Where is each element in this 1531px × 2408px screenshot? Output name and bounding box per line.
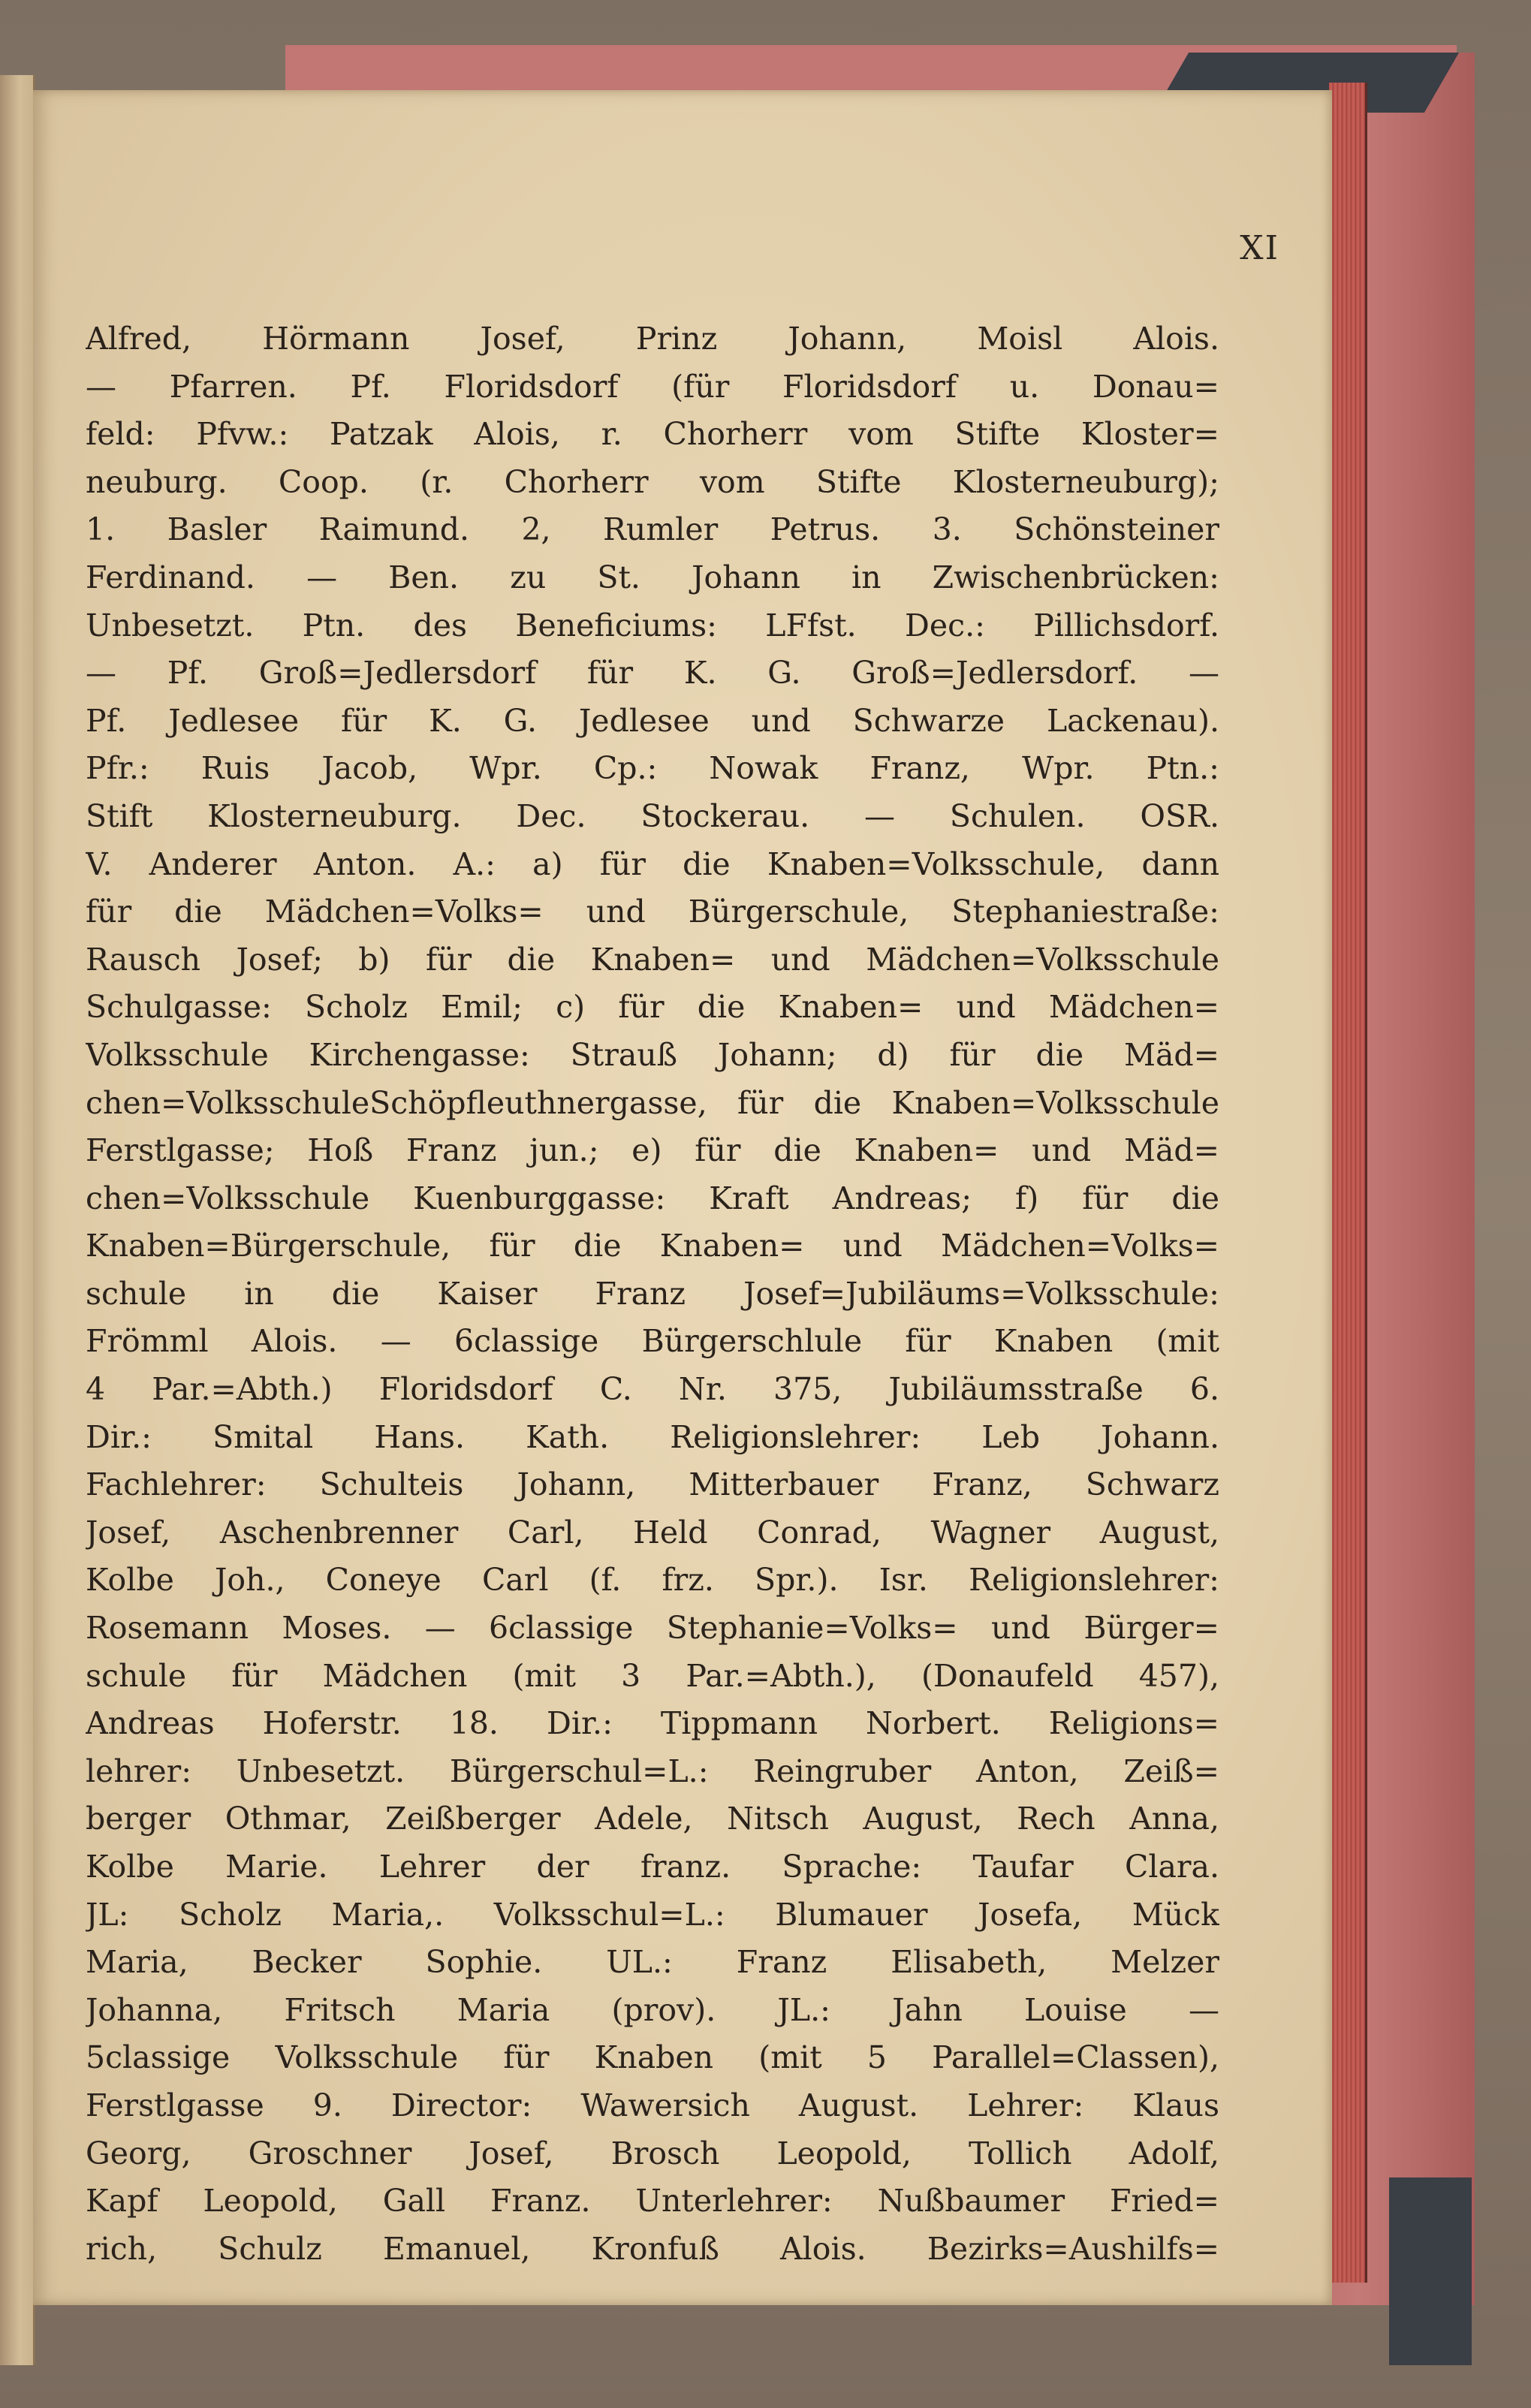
text-line: neuburg. Coop. (r. Chorherr vom Stifte Klosterneuburg); [86, 463, 1219, 500]
text-line: Volksschule Kirchengasse: Strauß Johann; d) für die Mäd= [86, 1036, 1219, 1073]
text-line: chen=VolksschuleSchöpfleuthnergasse, für die Knaben=Volksschule [86, 1084, 1219, 1121]
text-line: schule für Mädchen (mit 3 Par.=Abth.), (Donaufeld 457), [86, 1657, 1219, 1694]
text-line: Stift Klosterneuburg. Dec. Stockerau. — Schulen. OSR. [86, 797, 1219, 834]
text-line: Kapf Leopold, Gall Franz. Unterlehrer: Nußbaumer Fried= [86, 2183, 1219, 2220]
text-line: Ferstlgasse; Hoß Franz jun.; e) für die Knaben= und Mäd= [86, 1132, 1219, 1169]
text-line: Pfr.: Ruis Jacob, Wpr. Cp.: Nowak Franz, Wpr. Ptn.: [86, 750, 1219, 787]
text-line: Maria, Becker Sophie. UL.: Franz Elisabeth, Melzer [86, 1944, 1219, 1981]
page-edges-stack [1329, 83, 1367, 2283]
text-line: Knaben=Bürgerschule, für die Knaben= und Mädchen=Volks= [86, 1228, 1219, 1264]
text-line: Andreas Hoferstr. 18. Dir.: Tippmann Norbert. Religions= [86, 1705, 1219, 1742]
text-line: chen=Volksschule Kuenburggasse: Kraft Andreas; f) für die [86, 1180, 1219, 1216]
text-line: Fachlehrer: Schulteis Johann, Mitterbauer Franz, Schwarz [86, 1466, 1219, 1503]
text-line: Kolbe Marie. Lehrer der franz. Sprache: Taufar Clara. [86, 1849, 1219, 1885]
text-line: Frömml Alois. — 6classige Bürgerschlule für Knaben (mit [86, 1323, 1219, 1360]
text-line: Kolbe Joh., Coneye Carl (f. frz. Spr.). Isr. Religionslehrer: [86, 1562, 1219, 1599]
text-line: JL: Scholz Maria,. Volksschul=L.: Blumauer Josefa, Mück [86, 1896, 1219, 1933]
text-line: Unbesetzt. Ptn. des Beneficiums: LFfst. Dec.: Pillichsdorf. [86, 607, 1219, 643]
text-line: Ferstlgasse 9. Director: Wawersich August. Lehrer: Klaus [86, 2087, 1219, 2123]
text-line: berger Othmar, Zeißberger Adele, Nitsch August, Rech Anna, [86, 1801, 1219, 1837]
text-line: — Pfarren. Pf. Floridsdorf (für Floridsdorf u. Donau= [86, 368, 1219, 405]
text-line: Georg, Groschner Josef, Brosch Leopold, Tollich Adolf, [86, 2135, 1219, 2171]
text-line: 5classige Volksschule für Knaben (mit 5 Parallel=Classen), [86, 2039, 1219, 2076]
book-cover-corner-bottom [1389, 2177, 1472, 2365]
text-line: 1. Basler Raimund. 2, Rumler Petrus. 3. Schönsteiner [86, 511, 1219, 548]
text-line: — Pf. Groß=Jedlersdorf für K. G. Groß=Jedlersdorf. — [86, 655, 1219, 692]
text-line: lehrer: Unbesetzt. Bürgerschul=L.: Reingruber Anton, Zeiß= [86, 1753, 1219, 1789]
text-line: für die Mädchen=Volks= und Bürgerschule, Stephaniestraße: [86, 894, 1219, 930]
book-page [33, 90, 1332, 2305]
text-line: feld: Pfvw.: Patzak Alois, r. Chorherr vom Stifte Kloster= [86, 416, 1219, 453]
text-line: Pf. Jedlesee für K. G. Jedlesee und Schwarze Lackenau). [86, 702, 1219, 739]
text-line: Schulgasse: Scholz Emil; c) für die Knaben= und Mädchen= [86, 989, 1219, 1026]
text-line: Alfred, Hörmann Josef, Prinz Johann, Moisl Alois. [86, 321, 1219, 357]
text-line: 4 Par.=Abth.) Floridsdorf C. Nr. 375, Jubiläumsstraße 6. [86, 1371, 1219, 1408]
page-text [86, 315, 1219, 2273]
facing-page-edge [0, 75, 35, 2365]
page-number: XI [1240, 229, 1279, 267]
text-line: schule in die Kaiser Franz Josef=Jubiläums=Volksschule: [86, 1275, 1219, 1312]
text-line: Rosemann Moses. — 6classige Stephanie=Volks= und Bürger= [86, 1610, 1219, 1647]
text-line: Dir.: Smital Hans. Kath. Religionslehrer: Leb Johann. [86, 1418, 1219, 1455]
text-line: V. Anderer Anton. A.: a) für die Knaben=Volksschule, dann [86, 845, 1219, 882]
text-line: Ferdinand. — Ben. zu St. Johann in Zwischenbrücken: [86, 559, 1219, 595]
text-line: rich, Schulz Emanuel, Kronfuß Alois. Bezirks=Aushilfs= [86, 2230, 1219, 2267]
text-line: Johanna, Fritsch Maria (prov). JL.: Jahn Louise — [86, 1991, 1219, 2028]
text-line: Josef, Aschenbrenner Carl, Held Conrad, Wagner August, [86, 1514, 1219, 1551]
text-line: Rausch Josef; b) für die Knaben= und Mädchen=Volksschule [86, 941, 1219, 978]
